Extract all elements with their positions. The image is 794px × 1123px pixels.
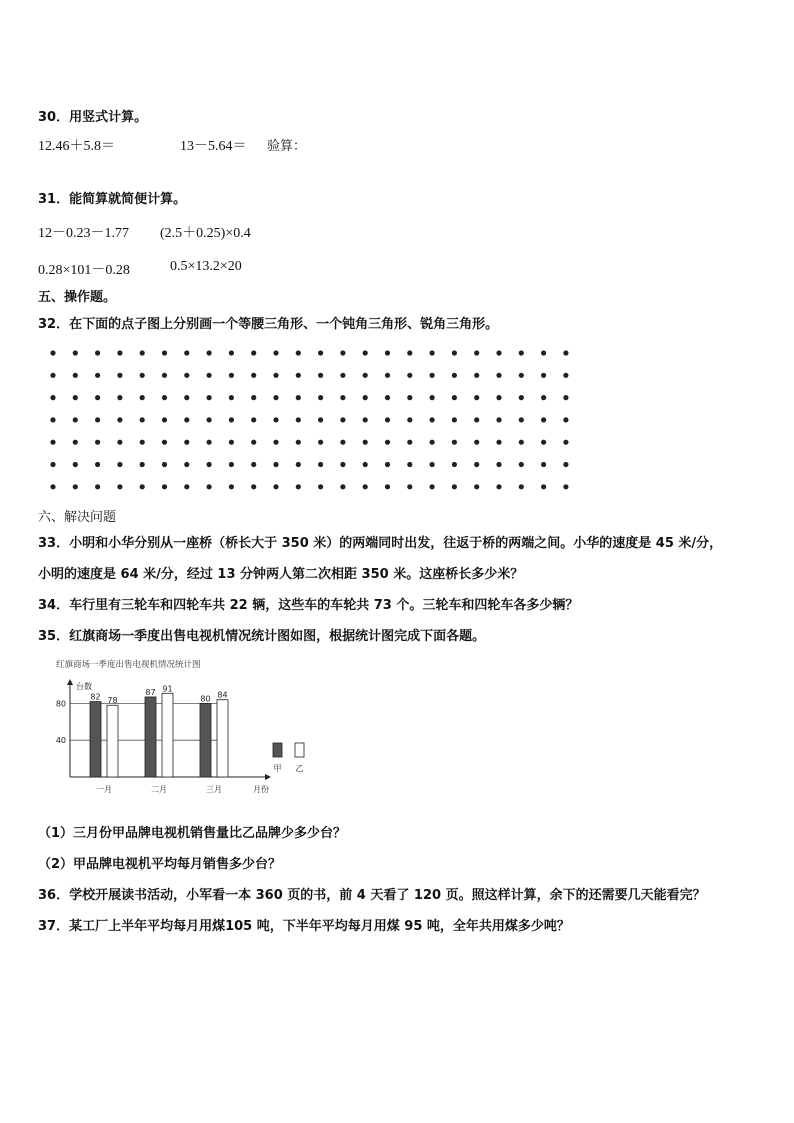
grid-dot — [452, 462, 457, 467]
grid-dot — [184, 373, 189, 378]
grid-dot — [50, 462, 55, 467]
q30-expr1: 12.46＋5.8＝ — [38, 139, 115, 154]
grid-dot — [340, 440, 345, 445]
grid-dot — [184, 484, 189, 489]
grid-dot — [50, 350, 55, 355]
data-label: 78 — [107, 696, 118, 706]
grid-dot — [563, 373, 568, 378]
grid-dot — [496, 484, 501, 489]
q35-sub2: （2）甲品牌电视机平均每月销售多少台？ — [38, 857, 282, 872]
q31-title: 31．能简算就简便计算。 — [38, 192, 187, 207]
grid-dot — [73, 462, 78, 467]
grid-dot — [563, 484, 568, 489]
grid-dot — [407, 417, 412, 422]
grid-dot — [140, 440, 145, 445]
bar-甲-三月 — [200, 703, 211, 777]
grid-dot — [73, 417, 78, 422]
grid-dot — [496, 417, 501, 422]
grid-dot — [162, 484, 167, 489]
grid-dot — [296, 484, 301, 489]
grid-dot — [519, 484, 524, 489]
y-tick-label: 80 — [55, 699, 66, 709]
grid-dot — [229, 417, 234, 422]
grid-dot — [363, 484, 368, 489]
grid-dot — [452, 484, 457, 489]
grid-dot — [50, 484, 55, 489]
grid-dot — [519, 462, 524, 467]
grid-dot — [563, 350, 568, 355]
grid-dot — [207, 484, 212, 489]
q33-line2: 小明的速度是 64 米/分，经过 13 分钟两人第二次相距 350 米。这座桥长多少米？ — [38, 567, 524, 582]
x-axis-label: 月份 — [253, 785, 269, 794]
grid-dot — [273, 462, 278, 467]
grid-dot — [251, 484, 256, 489]
q31-expr3: 0.28×101－0.28 — [38, 263, 130, 278]
grid-dot — [73, 350, 78, 355]
q35-title: 35．红旗商场一季度出售电视机情况统计图如图，根据统计图完成下面各题。 — [38, 629, 486, 644]
grid-dot — [385, 350, 390, 355]
grid-dot — [251, 395, 256, 400]
grid-dot — [363, 350, 368, 355]
grid-dot — [363, 395, 368, 400]
grid-dot — [363, 440, 368, 445]
grid-dot — [95, 395, 100, 400]
grid-dot — [430, 417, 435, 422]
grid-dot — [474, 373, 479, 378]
grid-dot — [340, 462, 345, 467]
grid-dot — [95, 462, 100, 467]
grid-dot — [162, 373, 167, 378]
grid-dot — [541, 350, 546, 355]
grid-dot — [207, 440, 212, 445]
grid-dot — [340, 484, 345, 489]
grid-dot — [184, 395, 189, 400]
grid-dot — [340, 350, 345, 355]
grid-dot — [474, 462, 479, 467]
y-axis-label: 台数 — [76, 682, 92, 691]
grid-dot — [296, 395, 301, 400]
bar-甲-二月 — [145, 697, 156, 777]
grid-dot — [407, 350, 412, 355]
section6-heading: 六、解决问题 — [38, 510, 117, 525]
grid-dot — [184, 417, 189, 422]
grid-dot — [73, 395, 78, 400]
grid-dot — [73, 440, 78, 445]
grid-dot — [474, 417, 479, 422]
grid-dot — [273, 350, 278, 355]
grid-dot — [385, 417, 390, 422]
q31-expr4: 0.5×13.2×20 — [170, 259, 242, 274]
grid-dot — [207, 462, 212, 467]
grid-dot — [162, 462, 167, 467]
grid-dot — [50, 373, 55, 378]
grid-dot — [162, 417, 167, 422]
grid-dot — [162, 395, 167, 400]
dot-grid[interactable] — [45, 345, 585, 495]
grid-dot — [496, 350, 501, 355]
grid-dot — [407, 440, 412, 445]
grid-dot — [95, 350, 100, 355]
grid-dot — [452, 417, 457, 422]
grid-dot — [73, 484, 78, 489]
grid-dot — [318, 395, 323, 400]
grid-dot — [184, 350, 189, 355]
grid-dot — [563, 440, 568, 445]
grid-dot — [296, 417, 301, 422]
grid-dot — [541, 440, 546, 445]
grid-dot — [541, 484, 546, 489]
grid-dot — [407, 373, 412, 378]
grid-dot — [229, 484, 234, 489]
grid-dot — [563, 417, 568, 422]
data-label: 82 — [90, 692, 101, 702]
grid-dot — [452, 440, 457, 445]
y-tick-label: 40 — [55, 736, 66, 746]
grid-dot — [318, 417, 323, 422]
grid-dot — [117, 417, 122, 422]
grid-dot — [340, 373, 345, 378]
bar-乙-一月 — [107, 705, 118, 777]
grid-dot — [496, 440, 501, 445]
grid-dot — [207, 373, 212, 378]
grid-dot — [184, 462, 189, 467]
grid-dot — [296, 440, 301, 445]
grid-dot — [318, 440, 323, 445]
grid-dot — [318, 462, 323, 467]
grid-dot — [273, 484, 278, 489]
grid-dot — [229, 350, 234, 355]
grid-dot — [430, 373, 435, 378]
grid-dot — [117, 395, 122, 400]
grid-dot — [407, 484, 412, 489]
grid-dot — [563, 395, 568, 400]
grid-dot — [251, 350, 256, 355]
grid-dot — [318, 484, 323, 489]
grid-dot — [385, 440, 390, 445]
q32-title: 32．在下面的点子图上分别画一个等腰三角形、一个钝角三角形、锐角三角形。 — [38, 317, 499, 332]
section5-heading: 五、操作题。 — [38, 290, 117, 305]
chart-title: 红旗商场一季度出售电视机情况统计图 — [56, 660, 201, 670]
x-tick-label: 三月 — [206, 785, 222, 794]
grid-dot — [430, 350, 435, 355]
grid-dot — [430, 395, 435, 400]
grid-dot — [519, 373, 524, 378]
grid-dot — [251, 373, 256, 378]
grid-dot — [273, 373, 278, 378]
grid-dot — [452, 395, 457, 400]
legend-swatch-甲 — [273, 743, 282, 757]
q30-check: 验算： — [267, 139, 307, 154]
grid-dot — [50, 395, 55, 400]
grid-dot — [541, 373, 546, 378]
grid-dot — [117, 484, 122, 489]
grid-dot — [117, 373, 122, 378]
grid-dot — [407, 462, 412, 467]
grid-dot — [140, 350, 145, 355]
grid-dot — [385, 462, 390, 467]
tv-sales-chart — [38, 655, 304, 800]
grid-dot — [318, 350, 323, 355]
grid-dot — [117, 350, 122, 355]
grid-dot — [140, 395, 145, 400]
grid-dot — [296, 373, 301, 378]
grid-dot — [95, 440, 100, 445]
q31-expr1: 12－0.23－1.77 — [38, 226, 129, 241]
grid-dot — [50, 417, 55, 422]
x-tick-label: 一月 — [96, 785, 112, 794]
grid-dot — [117, 462, 122, 467]
q37-text: 37．某工厂上半年平均每月用煤105 吨，下半年平均每月用煤 95 吨，全年共用煤多少吨？ — [38, 919, 570, 934]
bar-乙-三月 — [217, 700, 228, 777]
grid-dot — [229, 373, 234, 378]
grid-dot — [363, 462, 368, 467]
q36-text: 36．学校开展读书活动，小军看一本 360 页的书，前 4 天看了 120 页。照这样计算，余下的还需要几天能看完？ — [38, 888, 706, 903]
grid-dot — [430, 462, 435, 467]
grid-dot — [50, 440, 55, 445]
grid-dot — [519, 440, 524, 445]
data-label: 84 — [217, 690, 228, 700]
grid-dot — [318, 373, 323, 378]
grid-dot — [519, 395, 524, 400]
grid-dot — [140, 373, 145, 378]
grid-dot — [140, 462, 145, 467]
grid-dot — [273, 417, 278, 422]
grid-dot — [95, 373, 100, 378]
grid-dot — [430, 440, 435, 445]
grid-dot — [407, 395, 412, 400]
grid-dot — [184, 440, 189, 445]
data-label: 80 — [200, 694, 211, 704]
bar-甲-一月 — [90, 702, 101, 777]
grid-dot — [563, 462, 568, 467]
grid-dot — [296, 462, 301, 467]
grid-dot — [207, 395, 212, 400]
grid-dot — [296, 350, 301, 355]
grid-dot — [251, 417, 256, 422]
data-label: 91 — [162, 684, 173, 694]
grid-dot — [385, 484, 390, 489]
x-tick-label: 二月 — [151, 785, 167, 794]
q30-expr2: 13－5.64＝ — [180, 139, 247, 154]
grid-dot — [474, 350, 479, 355]
legend-swatch-乙 — [295, 743, 304, 757]
q34-text: 34．车行里有三轮车和四轮车共 22 辆，这些车的车轮共 73 个。三轮车和四轮车各多少辆？ — [38, 598, 579, 613]
grid-dot — [273, 395, 278, 400]
grid-dot — [273, 440, 278, 445]
grid-dot — [207, 417, 212, 422]
grid-dot — [519, 350, 524, 355]
grid-dot — [251, 440, 256, 445]
grid-dot — [496, 462, 501, 467]
q35-sub1: （1）三月份甲品牌电视机销售量比乙品牌少多少台？ — [38, 826, 347, 841]
q30-title: 30．用竖式计算。 — [38, 110, 148, 125]
legend-label: 乙 — [295, 764, 304, 773]
grid-dot — [385, 395, 390, 400]
grid-dot — [229, 395, 234, 400]
grid-dot — [496, 395, 501, 400]
y-axis-arrow — [67, 679, 73, 685]
grid-dot — [541, 395, 546, 400]
grid-dot — [474, 440, 479, 445]
grid-dot — [229, 462, 234, 467]
grid-dot — [541, 417, 546, 422]
grid-dot — [430, 484, 435, 489]
grid-dot — [207, 350, 212, 355]
q31-expr2: (2.5＋0.25)×0.4 — [160, 226, 251, 241]
grid-dot — [340, 417, 345, 422]
grid-dot — [162, 350, 167, 355]
grid-dot — [519, 417, 524, 422]
grid-dot — [117, 440, 122, 445]
grid-dot — [474, 484, 479, 489]
grid-dot — [541, 462, 546, 467]
grid-dot — [95, 484, 100, 489]
grid-dot — [251, 462, 256, 467]
grid-dot — [340, 395, 345, 400]
grid-dot — [385, 373, 390, 378]
q33-line1: 33．小明和小华分别从一座桥（桥长大于 350 米）的两端同时出发，往返于桥的两端之间。小华的速度是 45 米/分， — [38, 536, 723, 551]
grid-dot — [496, 373, 501, 378]
grid-dot — [363, 417, 368, 422]
grid-dot — [140, 484, 145, 489]
grid-dot — [452, 373, 457, 378]
grid-dot — [140, 417, 145, 422]
grid-dot — [73, 373, 78, 378]
grid-dot — [162, 440, 167, 445]
legend-label: 甲 — [273, 764, 282, 773]
grid-dot — [363, 373, 368, 378]
data-label: 87 — [145, 687, 156, 697]
grid-dot — [474, 395, 479, 400]
bar-乙-二月 — [162, 693, 173, 777]
grid-dot — [229, 440, 234, 445]
grid-dot — [452, 350, 457, 355]
grid-dot — [95, 417, 100, 422]
x-axis-arrow — [265, 774, 271, 780]
